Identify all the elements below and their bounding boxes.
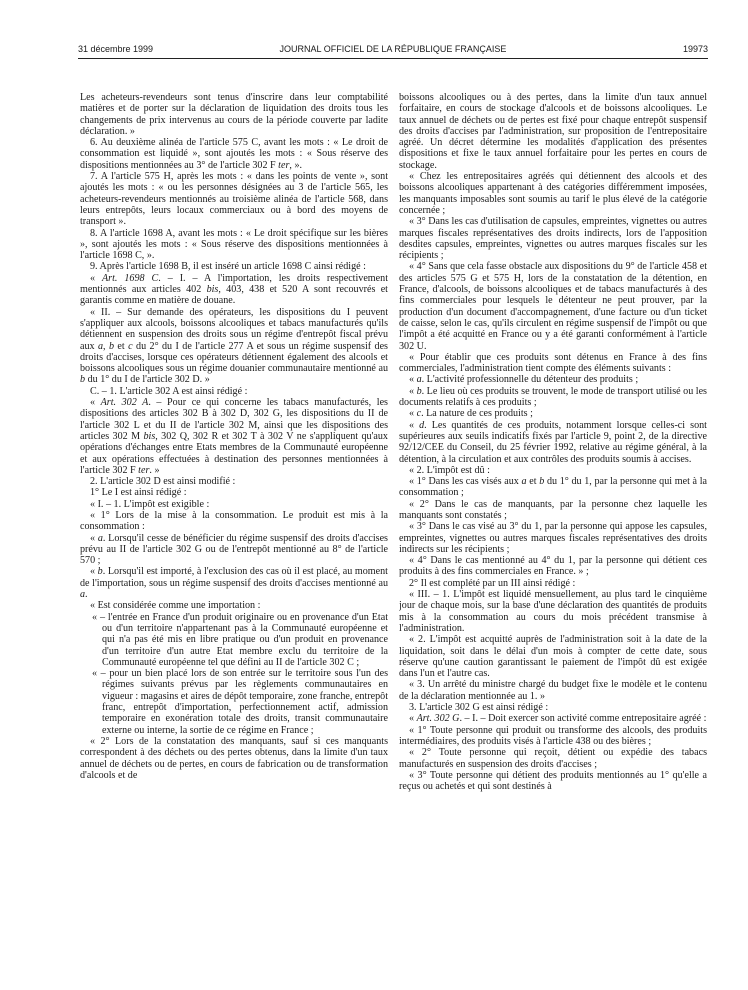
- paragraph: « II. – Sur demande des opérateurs, les dispositions du I peuvent s'appliquer aux alcools, boissons alcooliques et tabacs manufacturés qu'ils détiennent en suspension des droits sous un régime d'entrepôt fiscal prévu aux a, b et c du 2° du I de l'article 277 A et sous un régime suspensif des droits d'accises, lorsque ces opérateurs détiennent également des alcools et boissons alcooliques sous un régime douanier communautaire mentionné au b du 1° du I de l'article 302 D. »: [80, 306, 388, 386]
- right-column: [399, 92, 707, 977]
- paragraph: 1° Le I est ainsi rédigé :: [90, 487, 187, 499]
- paragraph: C. – 1. L'article 302 A est ainsi rédigé :: [90, 385, 248, 397]
- list-item: « – l'entrée en France d'un produit originaire ou en provenance d'un Etat ou d'un territoire n'appartenant pas à la Communauté européenne et qui n'a pas été mis en libre pratique ou d'un produit en provenance d'un territoire d'un autre Etat membre exclu du territoire de la Communauté européenne tel que défini au II de l'article 302 C ;: [92, 611, 388, 668]
- left-column: [80, 92, 388, 977]
- paragraph: « 2. L'impôt est acquitté auprès de l'administration soit à la date de la liquidation, soit dans le délai d'un mois à compter de cette date, sous réserve qu'une caution garantissant le paiement de l'impôt dû est exigée dans l'un et l'autre cas.: [399, 634, 707, 680]
- paragraph: 2° Il est complété par un III ainsi rédigé :: [409, 577, 576, 589]
- paragraph: « 2° Toute personne qui reçoit, détient ou expédie des tabacs manufacturés en suspension des droits d'accises ;: [399, 747, 707, 770]
- paragraph: « 4° Dans le cas mentionné au 4° du 1, par la personne qui détient ces produits à des fins commerciales en France. » ;: [399, 555, 707, 578]
- paragraph: « 4° Sans que cela fasse obstacle aux dispositions du 9° de l'article 458 et des articles 575 G et 575 H, lors de la constatation de la détention, en France, d'alcools, de boissons alcooliques et de tabacs manufacturés à des fins commerciales pour lesquels le détenteur ne peut prouver, par la production d'un document d'accompagnement, d'une facture ou d'un ticket de caisse, selon le cas, qu'ils circulent en régime suspensif de l'impôt ou que l'impôt a été acquitté en France ou y a été garanti conformément à l'article 302 U.: [399, 261, 707, 352]
- paragraph: « 2. L'impôt est dû :: [409, 464, 490, 476]
- paragraph: 3. L'article 302 G est ainsi rédigé :: [409, 702, 549, 714]
- journal-title: JOURNAL OFFICIEL DE LA RÉPUBLIQUE FRANÇAISE: [279, 44, 507, 54]
- header-date: 31 décembre 1999: [78, 44, 154, 54]
- paragraph: « 2° Lors de la constatation des manquants, sauf si ces manquants correspondent à des déchets ou des pertes obtenus, dans la limite d'un taux annuel de déchets ou de pertes, en cours de fabrication ou de transformation d'alcools et de: [80, 735, 388, 781]
- page-number: 19973: [682, 44, 708, 54]
- paragraph: 6. Au deuxième alinéa de l'article 575 C, avant les mots : « Le droit de consommation est liquidé », sont ajoutés les mots : « Sous réserve des dispositions mentionnées au 3° de l'article 302 F ter, ».: [80, 137, 388, 171]
- paragraph: « I. – 1. L'impôt est exigible :: [90, 498, 210, 510]
- paragraph: 7. A l'article 575 H, après les mots : « dans les points de vente », sont ajoutés les mots : « ou les personnes désignées au 3 de l'article 565, les acheteurs-revendeurs mentionnés au troisième alinéa de l'article 568, dans leurs entrepôts, leurs locaux commerciaux ou à bord des moyens de transport ».: [80, 171, 388, 228]
- paragraph: boissons alcooliques ou à des pertes, dans la limite d'un taux annuel forfaitaire, en cours de stockage d'alcools et de boissons alcooliques. Le taux annuel de déchets ou de pertes est fixé pour chaque entrepôt suspensif des droits d'accises par l'administration, sur proposition de l'entrepositaire agréé. Un décret détermine les modalités d'application des présentes dispositions et fixe le taux annuel forfaitaire pour les pertes en cours de stockage.: [399, 92, 707, 171]
- paragraph: « a. Lorsqu'il cesse de bénéficier du régime suspensif des droits d'accises prévu au II de l'article 302 G ou de l'entrepôt mentionné au 8° de l'article 570 ;: [80, 532, 388, 567]
- paragraph: « Pour établir que ces produits sont détenus en France à des fins commerciales, l'administration tient compte des éléments suivants :: [399, 351, 707, 375]
- paragraph: Les acheteurs-revendeurs sont tenus d'inscrire dans leur comptabilité matières et de porter sur la déclaration de liquidation des droits tous les changements de prix intervenus au cours de la période couverte par ladite déclaration. »: [80, 92, 388, 137]
- list-item: « – pour un bien placé lors de son entrée sur le territoire sous l'un des régimes suivants prévus par les règlements communautaires en vigueur : magasins et aires de dépôt temporaire, zone franche, entrepôt franc, entrepôt d'importation, perfectionnement actif, admission temporaire en exonération totale des droits, transit communautaire externe ou interne, la sortie de ce régime en France ;: [92, 668, 388, 736]
- paragraph: 8. A l'article 1698 A, avant les mots : « Le droit spécifique sur les bières », sont ajoutés les mots : « Sous réserve des dispositions mentionnées à l'article 1698 C, ».: [80, 227, 388, 262]
- paragraph: « 1° Toute personne qui produit ou transforme des alcools, des produits intermédiaires, des produits visés à l'article 438 ou des bières ;: [399, 724, 707, 747]
- paragraph: « d. Les quantités de ces produits, notamment lorsque celles-ci sont supérieures aux seuils indicatifs fixés par l'article 9, point 2, de la directive 92/12/CEE du Conseil, du 25 février 1992, relative au régime général, à la détention, à la circulation et aux contrôles des produits soumis à accises.: [399, 419, 707, 465]
- paragraph: « 1° Lors de la mise à la consommation. Le produit est mis à la consommation :: [80, 509, 388, 533]
- paragraph: « b. Lorsqu'il est importé, à l'exclusion des cas où il est placé, au moment de l'importation, sous un régime suspensif des droits d'accises mentionné au a.: [80, 566, 388, 601]
- paragraph: « 1° Dans les cas visés aux a et b du 1° du 1, par la personne qui met à la consommation ;: [399, 476, 707, 499]
- paragraph: 9. Après l'article 1698 B, il est inséré un article 1698 C ainsi rédigé :: [90, 261, 366, 273]
- paragraph: « Art. 302 A. – Pour ce qui concerne les tabacs manufacturés, les dispositions des articles 302 B à 302 D, 302 G, les dispositions du II de l'article 302 L et du II de l'article 302 M, ainsi que les dispositions des articles 302 M bis, 302 Q, 302 R et 302 T à 302 V ne s'appliquent qu'aux opérations d'échanges entre Etats membres de la Communauté européenne et aux opérations effectuées à destination des personnes mentionnées à l'article 302 F ter. »: [80, 397, 388, 476]
- paragraph: « b. Le lieu où ces produits se trouvent, le mode de transport utilisé ou les documents relatifs à ces produits ;: [399, 385, 707, 409]
- paragraph: « Art. 302 G. – I. – Doit exercer son activité comme entrepositaire agréé :: [409, 713, 707, 725]
- page-header: [78, 44, 708, 58]
- header-rule: [78, 58, 708, 59]
- paragraph: 2. L'article 302 D est ainsi modifié :: [90, 476, 236, 488]
- paragraph: « Est considérée comme une importation :: [90, 600, 261, 612]
- paragraph: « 3° Dans le cas visé au 3° du 1, par la personne qui appose les capsules, empreintes, vignettes ou autres marques fiscales représentatives des droits indirects sur les récipients ;: [399, 521, 707, 555]
- paragraph: « 3. Un arrêté du ministre chargé du budget fixe le modèle et le contenu de la déclaration mentionnée au 1. »: [399, 679, 707, 702]
- paragraph: « 3° Dans les cas d'utilisation de capsules, empreintes, vignettes ou autres marques fiscales représentatives des droits indirects, lors de l'apposition desdites capsules, empreintes, vignettes ou autres marques fiscales sur les récipients ;: [399, 216, 707, 262]
- paragraph: « 3° Toute personne qui détient des produits mentionnés au 1° qu'elle a reçus ou achetés et qui sont destinés à: [399, 769, 707, 793]
- paragraph: « a. L'activité professionnelle du détenteur des produits ;: [409, 374, 639, 386]
- paragraph: « Chez les entrepositaires agréés qui détiennent des alcools et des boissons alcooliques appartenant à des catégories différemment imposées, les manquants imposables sont soumis au tarif le plus élevé de la catégorie concernée ;: [399, 171, 707, 216]
- paragraph: « Art. 1698 C. – I. – A l'importation, les droits respectivement mentionnés aux articles 402 bis, 403, 438 et 520 A sont recouvrés et garantis comme en matière de douane.: [80, 272, 388, 307]
- paragraph: « c. La nature de ces produits ;: [409, 408, 533, 420]
- paragraph: « 2° Dans le cas de manquants, par la personne chez laquelle les manquants sont constatés ;: [399, 498, 707, 521]
- paragraph: « III. – 1. L'impôt est liquidé mensuellement, au plus tard le cinquième jour de chaque mois, sur la base d'une déclaration des quantités de produits mis à la consommation au cours du mois précédent transmise à l'administration.: [399, 589, 707, 634]
